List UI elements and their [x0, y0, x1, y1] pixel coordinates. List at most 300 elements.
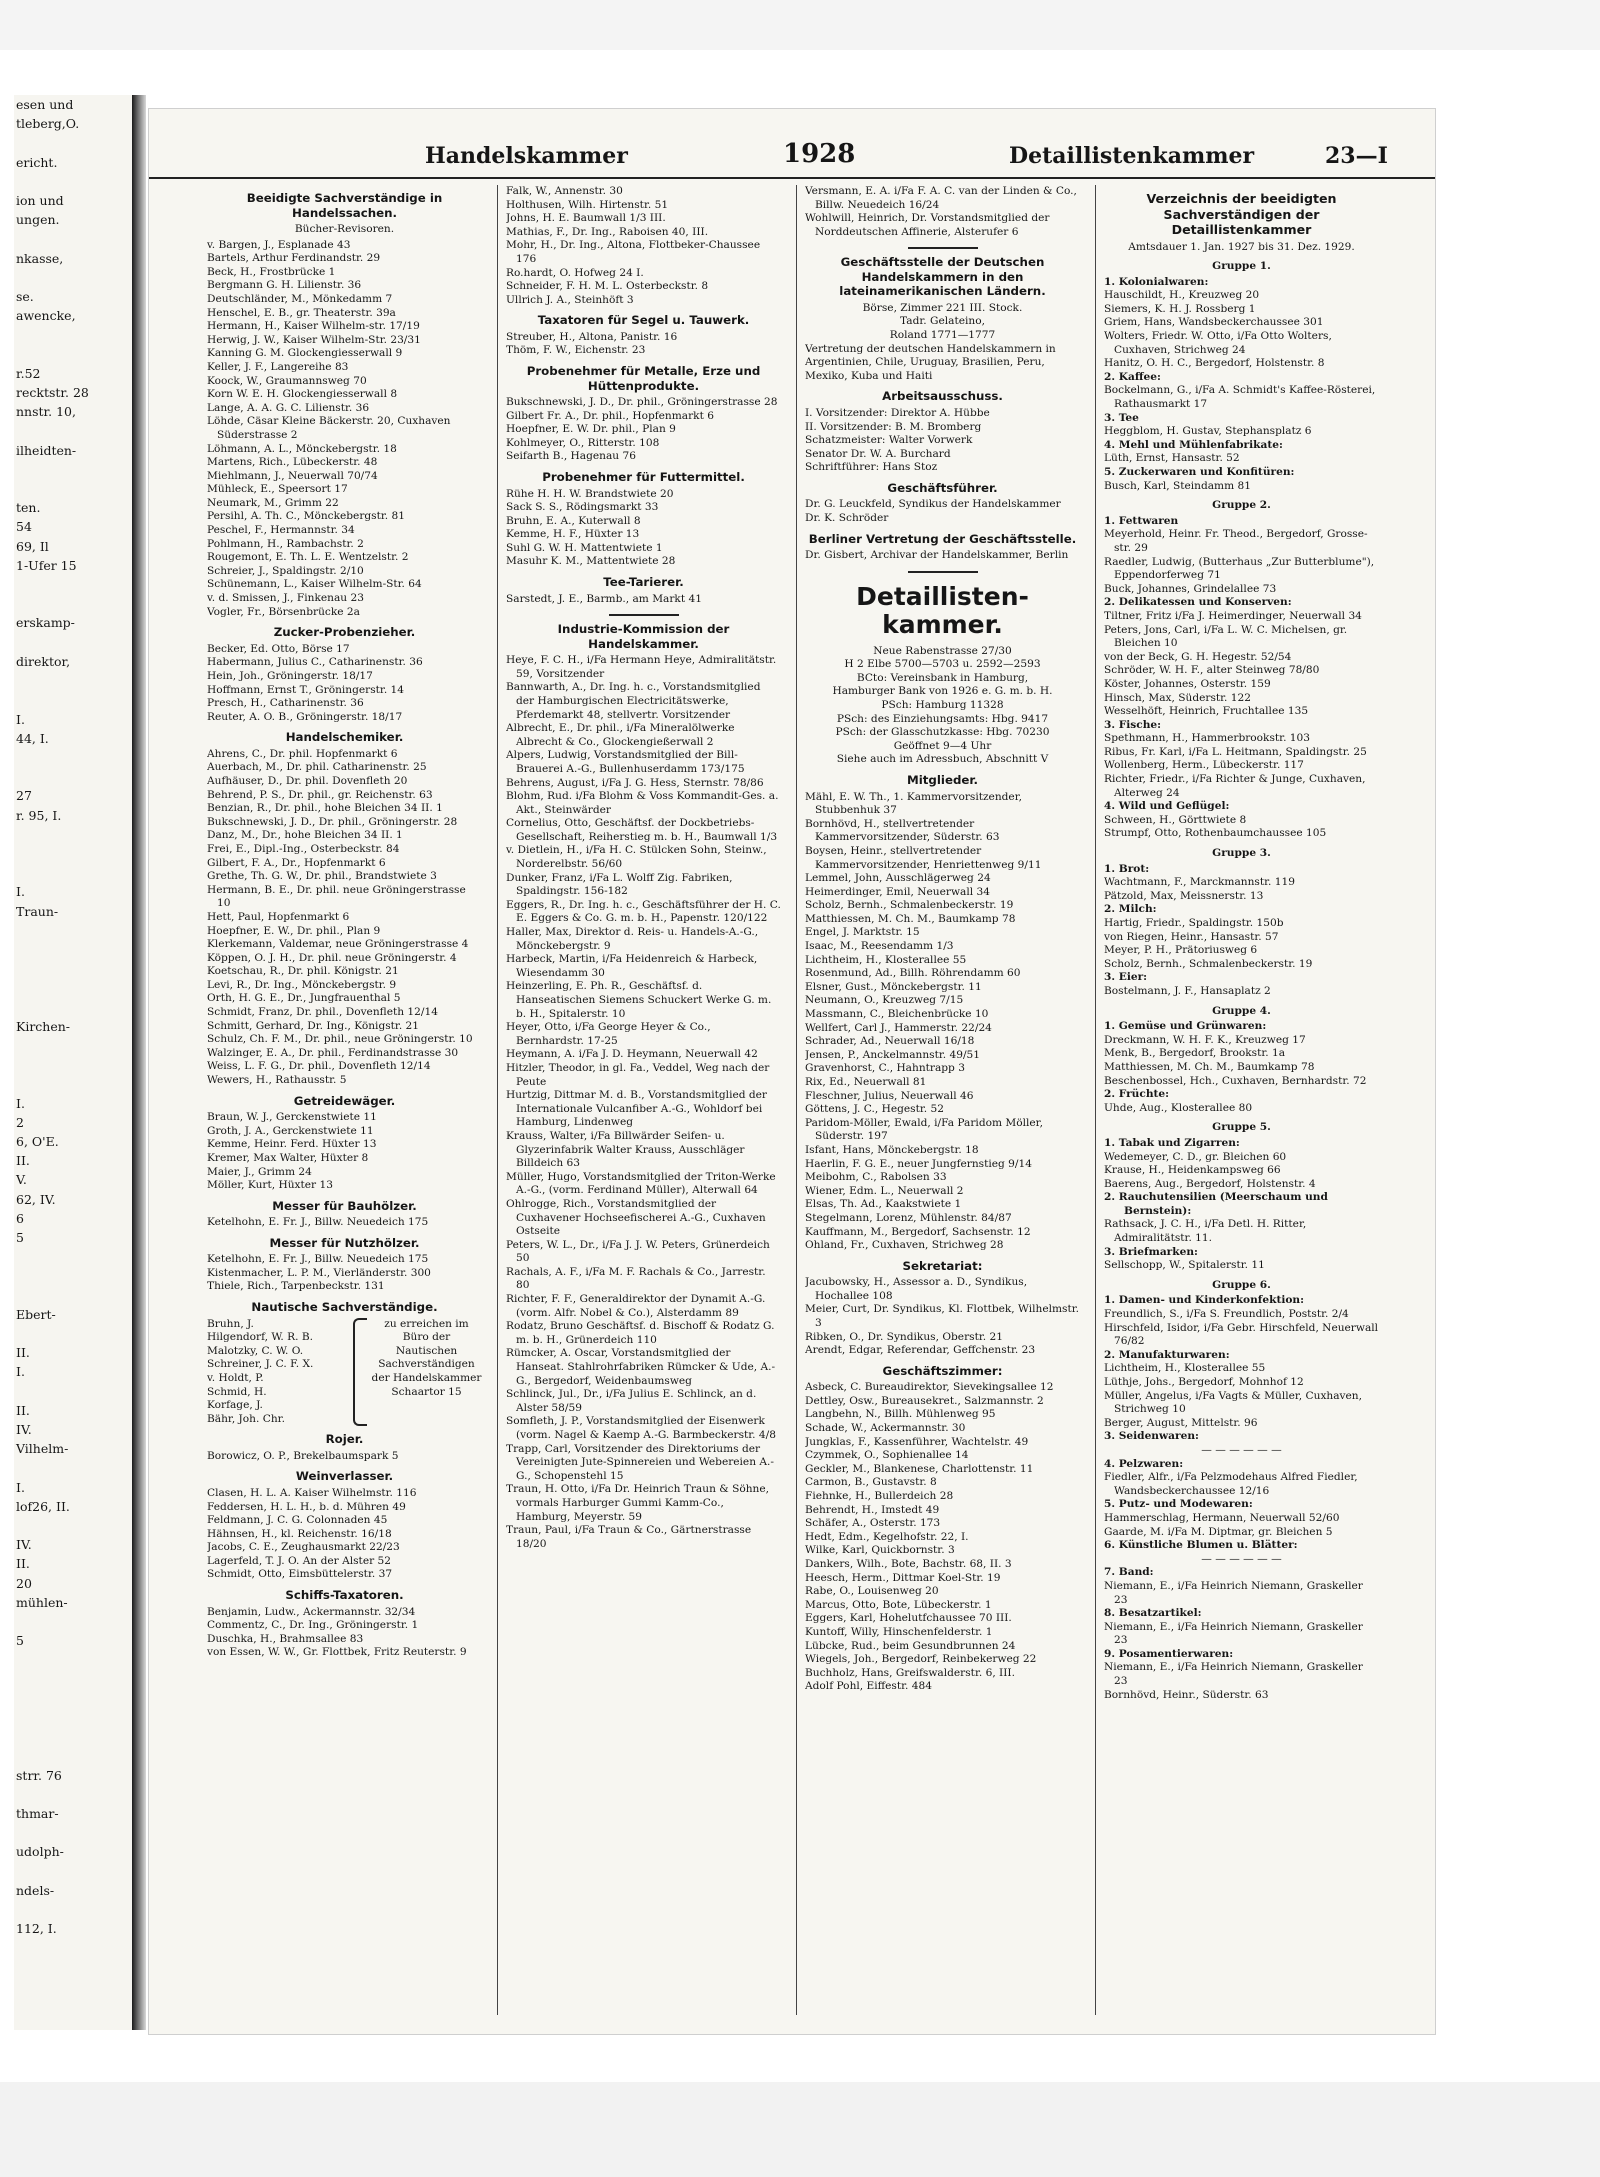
list-item: Blohm, Rud. i/Fa Blohm & Voss Kommandit-Ges. a. Akt., Steinwärder — [506, 790, 779, 816]
category-heading: 5. Putz- und Modewaren: — [1104, 1498, 1253, 1511]
list-item: Masuhr K. M., Mattentwiete 28 — [506, 555, 676, 568]
list-item: Lange, A. A. G. C. Lilienstr. 36 — [207, 401, 370, 414]
list-item: Spethmann, H., Hammerbrookstr. 103 — [1104, 732, 1311, 745]
prev-page-fragment — [14, 1055, 132, 1074]
centered-line: Hamburger Bank von 1926 e. G. m. b. H. — [832, 685, 1053, 698]
list-item: Herwig, J. W., Kaiser Wilhelm-Str. 23/31 — [207, 333, 421, 346]
category-heading: 7. Band: — [1104, 1566, 1154, 1579]
list-item: Walzinger, E. A., Dr. phil., Ferdinandstrasse 30 — [207, 1046, 459, 1059]
list-item: v. Bargen, J., Esplanade 43 — [207, 238, 351, 251]
list-item: Bukschnewski, J. D., Dr. phil., Gröningerstrasse 28 — [506, 396, 778, 409]
list-item: Matthiessen, M. Ch. M., Baumkamp 78 — [805, 912, 1016, 925]
section-heading: Tee-Tarierer. — [603, 575, 684, 590]
list-item: Niemann, E., i/Fa Heinrich Niemann, Graskeller 23 — [1104, 1661, 1363, 1688]
list-item: Martens, Rich., Lübeckerstr. 48 — [207, 456, 378, 469]
list-item: Matthiessen, M. Ch. M., Baumkamp 78 — [1104, 1060, 1315, 1073]
group-heading: Gruppe 5. — [1212, 1121, 1271, 1134]
list-item: Hartig, Friedr., Spaldingstr. 150b — [1104, 917, 1284, 929]
list-item: Schäfer, A., Osterstr. 173 — [805, 1517, 941, 1530]
category-heading: 3. Tee — [1104, 411, 1139, 424]
prev-page-fragment — [14, 1862, 132, 1881]
list-item: Strumpf, Otto, Rothenbaumchaussee 105 — [1104, 827, 1327, 840]
list-item: Rosenmund, Ad., Billh. Röhrendamm 60 — [805, 967, 1021, 980]
list-item: Ketelhohn, E. Fr. J., Billw. Neuedeich 175 — [207, 1216, 429, 1229]
centered-line: Neue Rabenstrasse 27/30 — [873, 644, 1012, 657]
list-item: Dankers, Wilh., Bote, Bachstr. 68, II. 3 — [805, 1558, 1012, 1570]
list-item: Weiss, L. F. G., Dr. phil., Dovenfleth 12/14 — [207, 1060, 431, 1073]
list-item: Braun, W. J., Gerckenstwiete 11 — [207, 1111, 377, 1124]
centered-line: Siehe auch im Adressbuch, Abschnitt V — [836, 753, 1049, 766]
list-item: Alpers, Ludwig, Vorstandsmitglied der Bill-Brauerei A.-G., Bullenhuserdamm 173/175 — [506, 749, 745, 775]
list-item: Hett, Paul, Hopfenmarkt 6 — [207, 910, 350, 923]
centered-line: Roland 1771—1777 — [889, 329, 996, 342]
list-item: Lüthje, Johs., Bergedorf, Mohnhof 12 — [1104, 1376, 1304, 1388]
list-item: Wedemeyer, C. D., gr. Bleichen 60 — [1104, 1150, 1287, 1163]
list-item: Kanning G. M. Glockengiesserwall 9 — [207, 347, 403, 360]
prev-page-fragment: ericht. — [16, 154, 58, 170]
prev-page-fragment — [14, 1727, 132, 1746]
list-item: Kistenmacher, L. P. M., Vierländerstr. 300 — [207, 1266, 431, 1279]
prev-page-fragment: esen und — [16, 97, 74, 112]
prev-page-fragment — [14, 978, 132, 997]
list-item: Ahrens, C., Dr. phil. Hopfenmarkt 6 — [207, 747, 398, 760]
list-item: Lichtheim, H., Klosterallee 55 — [1104, 1362, 1266, 1375]
header-year: 1928 — [783, 139, 856, 169]
section-heading: Probenehmer für Futtermittel. — [542, 470, 745, 484]
list-item: Miehlmann, J., Neuerwall 70/74 — [207, 469, 378, 482]
list-item: Massmann, C., Bleichenbrücke 10 — [805, 1008, 989, 1021]
list-item: Buchholz, Hans, Greifswalderstr. 6, III. — [805, 1666, 1015, 1679]
list-item: Arendt, Edgar, Referendar, Geffchenstr. 23 — [805, 1344, 1036, 1357]
column-4 — [1104, 185, 1379, 2015]
list-item: Langbehn, N., Billh. Mühlenweg 95 — [805, 1408, 996, 1421]
prev-page-fragment — [14, 1785, 132, 1804]
list-item: Hilgendorf, W. R. B. — [207, 1331, 314, 1344]
list-item: Löhmann, A. L., Mönckebergstr. 18 — [207, 442, 397, 455]
prev-page-fragment: ungen. — [16, 212, 60, 228]
list-item: Asbeck, C. Bureaudirektor, Sievekingsallee 12 — [805, 1381, 1054, 1394]
list-item: Boysen, Heinr., stellvertretender Kammervorsitzender, Henriettenweg 9/11 — [805, 844, 1042, 871]
category-heading: 2. Milch: — [1104, 903, 1157, 916]
prev-page-fragment: 54 — [16, 519, 32, 535]
category-heading: 1. Fettwaren — [1104, 514, 1179, 527]
list-item: Reuter, A. O. B., Gröningerstr. 18/17 — [207, 710, 403, 723]
list-item: Kemme, H. F., Hüxter 13 — [506, 528, 640, 541]
category-heading: 2. Früchte: — [1104, 1088, 1170, 1101]
list-item: Kauffmann, M., Bergedorf, Sachsenstr. 12 — [805, 1225, 1031, 1238]
list-item: Geckler, M., Blankenese, Charlottenstr. 11 — [805, 1462, 1034, 1475]
prev-page-fragment — [14, 325, 132, 344]
list-item: Griem, Hans, Wandsbeckerchaussee 301 — [1104, 316, 1324, 329]
list-item: Krauss, Walter, i/Fa Billwärder Seifen- u. Glyzerinfabrik Walter Krauss, Ausschläger Billdeich 63 — [506, 1129, 745, 1170]
list-item: Hurtzig, Dittmar M. d. B., Vorstandsmitglied der Internationale Vulcanfiber A.-G., Wohldorf bei Hamburg, Lindenweg — [506, 1089, 767, 1129]
prev-page-fragment — [14, 1382, 132, 1401]
header-right-title: Detaillistenkammer — [1009, 143, 1255, 169]
group-heading: Gruppe 6. — [1212, 1278, 1271, 1291]
list-item: Heymann, A. i/Fa J. D. Heymann, Neuerwall 42 — [506, 1048, 758, 1061]
list-item: Meibohm, C., Rabolsen 33 — [805, 1171, 947, 1184]
prev-page-fragment: Traun- — [16, 903, 59, 919]
prev-page-fragment: nkasse, — [16, 250, 64, 266]
prev-page-fragment: Ebert- — [16, 1306, 56, 1322]
list-item: Bostelmann, J. F., Hansaplatz 2 — [1104, 984, 1271, 997]
list-item: Meyerhold, Heinr. Fr. Theod., Bergedorf, Grosse-str. 29 — [1104, 528, 1368, 554]
list-item: Peters, W. L., Dr., i/Fa J. J. W. Peters, Grünerdeich 50 — [506, 1238, 770, 1265]
section-heading: Schiffs-Taxatoren. — [285, 1588, 404, 1603]
list-item: Heinzerling, E. Ph. R., Geschäftsf. d. Hanseatischen Siemens Schuckert Werke G. m. b. H., Spitalerstr. 10 — [506, 980, 772, 1020]
section-heading: Geschäftszimmer: — [882, 1363, 1003, 1378]
text-line: Schatzmeister: Walter Vorwerk — [805, 434, 973, 447]
list-item: Suhl G. W. H. Mattentwiete 1 — [506, 541, 663, 554]
list-item: Göttens, J. C., Hegestr. 52 — [805, 1103, 944, 1116]
column-3 — [805, 185, 1080, 2015]
prev-page-fragment: awencke, — [16, 308, 76, 324]
category-heading: 1. Damen- und Kinderkonfektion: — [1104, 1294, 1305, 1307]
list-item: Haerlin, F. G. E., neuer Jungfernstieg 9/14 — [805, 1157, 1032, 1170]
prev-page-fragment: mühlen- — [16, 1594, 68, 1610]
list-item: Schween, H., Görttwiete 8 — [1104, 813, 1247, 826]
section-heading: Geschäftsführer. — [887, 480, 998, 495]
prev-page-fragment — [14, 479, 132, 498]
list-item: Heimerdinger, Emil, Neuerwall 34 — [805, 885, 990, 898]
column-1 — [207, 185, 482, 2015]
prev-page-fragment — [14, 594, 132, 613]
list-item: Isaac, M., Reesendamm 1/3 — [805, 940, 954, 953]
prev-page-fragment — [14, 1324, 132, 1343]
section-heading: Nautische Sachverständige. — [251, 1300, 438, 1315]
prev-page-fragment: 2 — [16, 1114, 24, 1130]
list-item: Fleschner, Julius, Neuerwall 46 — [805, 1089, 974, 1102]
list-item: Ribken, O., Dr. Syndikus, Oberstr. 21 — [805, 1330, 1003, 1343]
list-item: Keller, J. F., Langereihe 83 — [207, 360, 349, 373]
text-line: Dr. G. Leuckfeld, Syndikus der Handelskammer — [805, 498, 1061, 511]
list-item: Schade, W., Ackermannstr. 30 — [805, 1422, 966, 1435]
category-heading: 3. Seidenwaren: — [1104, 1430, 1199, 1443]
prev-page-fragment: ion und — [16, 193, 64, 209]
prev-page-fragment — [14, 229, 132, 248]
prev-page-fragment — [14, 1823, 132, 1842]
prev-page-fragment — [14, 748, 132, 767]
list-item: Bruhn, J. — [207, 1317, 254, 1330]
category-heading: 5. Zuckerwaren und Konfitüren: — [1104, 466, 1295, 478]
list-item: Elsas, Th. Ad., Kaakstwiete 1 — [805, 1198, 962, 1211]
list-item: Heyer, Otto, i/Fa George Heyer & Co., Bernhardstr. 17-25 — [506, 1021, 711, 1047]
prev-page-fragment — [14, 1708, 132, 1727]
list-item: Paridom-Möller, Ewald, i/Fa Paridom Möller, Süderstr. 197 — [805, 1116, 1043, 1143]
section-heading: Industrie-Kommission der Handelskammer. — [557, 622, 730, 651]
list-item: Gravenhorst, C., Hahntrapp 3 — [805, 1062, 965, 1075]
prev-page-fragment: direktor, — [16, 653, 71, 669]
list-item: Ullrich J. A., Steinhöft 3 — [506, 293, 634, 306]
group-heading: Gruppe 2. — [1212, 499, 1271, 512]
prev-page-fragment: strr. 76 — [16, 1767, 62, 1783]
list-item: Thöm, F. W., Eichenstr. 23 — [506, 344, 646, 357]
list-item: Rabe, O., Louisenweg 20 — [805, 1585, 939, 1598]
prev-page-fragment: IV. — [16, 1537, 32, 1553]
section-heading: Handelschemiker. — [285, 730, 404, 745]
list-item: Czymmek, O., Sophienallee 14 — [805, 1449, 969, 1462]
category-heading: 4. Mehl und Mühlenfabrikate: — [1104, 438, 1283, 451]
category-heading: 2. Kaffee: — [1104, 370, 1161, 383]
prev-page-fragment — [14, 690, 132, 709]
list-item: Benzian, R., Dr. phil., hohe Bleichen 34 II. 1 — [207, 802, 443, 815]
prev-page-fragment: II. — [16, 1153, 30, 1169]
column-2 — [506, 185, 781, 2015]
list-item: Holthusen, Wilh. Hirtenstr. 51 — [506, 198, 669, 211]
list-item: Hermann, B. E., Dr. phil. neue Gröningerstrasse 10 — [207, 883, 466, 910]
list-item: Neumark, M., Grimm 22 — [207, 496, 339, 509]
list-item: Scholz, Bernh., Schmalenbeckerstr. 19 — [1104, 957, 1313, 970]
list-item: Rathsack, J. C. H., i/Fa Detl. H. Ritter, Admiralitätstr. 11. — [1104, 1218, 1307, 1245]
prev-page-fragment: 112, I. — [16, 1921, 57, 1937]
previous-page-edge — [14, 95, 134, 2030]
list-item: Levi, R., Dr. Ing., Mönckebergstr. 9 — [207, 978, 397, 991]
section-heading: Beeidigte Sachverständige in Handelssachen. — [246, 191, 443, 220]
prev-page-fragment — [14, 921, 132, 940]
prev-page-fragment: 20 — [16, 1575, 32, 1591]
prev-page-fragment: I. — [16, 1479, 25, 1495]
list-item: Korn W. E. H. Glockengiesserwall 8 — [207, 388, 398, 401]
list-item: Gaarde, M. i/Fa M. Diptmar, gr. Bleichen 5 — [1104, 1525, 1333, 1538]
prev-page-fragment: I. — [16, 1095, 25, 1111]
list-item: Meyer, P. H., Prätoriusweg 6 — [1104, 944, 1258, 957]
list-item: Wellfert, Carl J., Hammerstr. 22/24 — [805, 1021, 992, 1034]
list-item: Auerbach, M., Dr. phil. Catharinenstr. 25 — [207, 761, 427, 774]
list-item: Mühleck, E., Speersort 17 — [207, 483, 348, 496]
prev-page-fragment — [14, 1074, 132, 1093]
list-item: Schmidt, Otto, Eimsbüttelerstr. 37 — [207, 1568, 393, 1581]
group-names — [207, 1318, 347, 1427]
section-heading: Messer für Nutzhölzer. — [269, 1235, 420, 1250]
category-heading: 6. Künstliche Blumen u. Blätter: — [1104, 1539, 1298, 1552]
list-item: Heesch, Herm., Dittmar Koel-Str. 19 — [805, 1571, 1001, 1584]
category-heading: 4. Pelzwaren: — [1104, 1457, 1184, 1470]
section-heading: Berliner Vertretung der Geschäftsstelle. — [808, 531, 1077, 546]
list-item: Hammerschlag, Hermann, Neuerwall 52/60 — [1104, 1511, 1340, 1524]
prev-page-fragment — [14, 1458, 132, 1477]
prev-page-fragment — [14, 345, 132, 364]
centered-line: Tadr. Gelateino, — [900, 315, 985, 328]
list-item: Eggers, Karl, Hohelutfchaussee 70 III. — [805, 1612, 1012, 1625]
section-heading: Zucker-Probenzieher. — [273, 625, 416, 640]
prev-page-fragment — [14, 172, 132, 191]
prev-page-fragment — [14, 1286, 132, 1305]
list-item: Hähnsen, H., kl. Reichenstr. 16/18 — [207, 1527, 392, 1540]
list-item: Elsner, Gust., Mönckebergstr. 11 — [805, 980, 982, 993]
brace-mark — [353, 1318, 367, 1427]
list-item: Hanitz, O. H. C., Bergedorf, Holstenstr. 8 — [1104, 357, 1325, 370]
list-item: Schreier, J., Spaldingstr. 2/10 — [207, 564, 364, 577]
list-item: Müller, Hugo, Vorstandsmitglied der Triton-Werke A.-G., (vorm. Ferdinand Müller), Alterwall 64 — [506, 1170, 776, 1197]
prev-page-fragment: II. — [16, 1402, 30, 1418]
prev-page-fragment: udolph- — [16, 1844, 64, 1860]
prev-page-fragment: tleberg,O. — [16, 116, 80, 132]
list-item: Wollenberg, Herm., Lübeckerstr. 117 — [1104, 759, 1304, 772]
section-separator — [908, 247, 978, 249]
prev-page-fragment — [14, 575, 132, 594]
list-item: Pätzold, Max, Meissnerstr. 13 — [1104, 889, 1264, 902]
list-item: Müller, Angelus, i/Fa Vagts & Müller, Cuxhaven, Strichweg 10 — [1104, 1389, 1362, 1416]
list-item: Pohlmann, H., Rambachstr. 2 — [207, 537, 364, 550]
list-item: Grethe, Th. G. W., Dr. phil., Brandstwiete 3 — [207, 870, 437, 883]
centered-line: Amtsdauer 1. Jan. 1927 bis 31. Dez. 1929. — [1128, 240, 1355, 253]
list-item: Rachals, A. F., i/Fa M. F. Rachals & Co., Jarrestr. 80 — [506, 1265, 766, 1292]
list-item: Streuber, H., Altona, Panistr. 16 — [506, 330, 678, 343]
list-item: Busch, Karl, Steindamm 81 — [1104, 479, 1251, 492]
list-item: Raedler, Ludwig, (Butterhaus „Zur Butterblume"), Eppendorferweg 71 — [1104, 555, 1375, 582]
list-item: Jensen, P., Anckelmannstr. 49/51 — [805, 1048, 981, 1061]
prev-page-fragment: I. — [16, 1364, 25, 1380]
section-separator — [908, 571, 978, 573]
list-item: Traun, H. Otto, i/Fa Dr. Heinrich Traun & Söhne, vormals Harburger Gummi Kamm-Co., Hamburg, Meyerstr. 59 — [506, 1483, 769, 1523]
centered-line: PSch: der Glasschutzkasse: Hbg. 70230 — [835, 726, 1050, 739]
section-heading: Probenehmer für Metalle, Erze und Hüttenprodukte. — [526, 364, 761, 393]
list-item: Mohr, H., Dr. Ing., Altona, Flottbeker-Chaussee 176 — [506, 239, 761, 265]
prev-page-fragment: r.52 — [16, 365, 41, 381]
section-heading: Arbeitsausschuss. — [882, 389, 1003, 404]
prev-page-fragment: recktstr. 28 — [16, 385, 89, 401]
list-item: Trapp, Carl, Vorsitzender des Direktoriums der Vereinigten Jute-Spinnereien und Webereien A.-G., Schopenstehl 15 — [506, 1442, 774, 1482]
list-item: Adolf Pohl, Eiffestr. 484 — [805, 1680, 932, 1693]
list-item: Jacobs, C. E., Zeughausmarkt 22/23 — [207, 1541, 400, 1554]
prev-page-fragment: 6, O'E. — [16, 1133, 59, 1149]
list-item: Aufhäuser, D., Dr. phil. Dovenfleth 20 — [207, 774, 408, 787]
document-page — [148, 108, 1436, 2035]
list-item: Schreiner, J. C. F. X. — [207, 1358, 314, 1371]
group-heading: Gruppe 4. — [1212, 1004, 1271, 1017]
list-item: Dunker, Franz, i/Fa L. Wolff Zig. Fabriken, Spaldingstr. 156-182 — [506, 871, 733, 898]
prev-page-fragment: lof26, II. — [16, 1498, 70, 1514]
list-item: v. d. Smissen, J., Finkenau 23 — [207, 592, 364, 605]
list-item: Bornhövd, Heinr., Süderstr. 63 — [1104, 1688, 1269, 1701]
list-item: Habermann, Julius C., Catharinenstr. 36 — [207, 656, 423, 669]
prev-page-fragment — [14, 1900, 132, 1919]
list-item: Löhde, Cäsar Kleine Bäckerstr. 20, Cuxhaven Süderstrasse 2 — [207, 415, 451, 441]
prev-page-fragment: 5 — [16, 1229, 24, 1245]
list-item: Lagerfeld, T. J. O. An der Alster 52 — [207, 1554, 391, 1567]
prev-page-fragment — [14, 1612, 132, 1631]
list-item: Schmidt, Franz, Dr. phil., Dovenfleth 12/14 — [207, 1006, 438, 1019]
category-heading: 1. Gemüse und Grünwaren: — [1104, 1020, 1267, 1033]
list-item: Schröder, W. H. F., alter Steinweg 78/80 — [1104, 664, 1320, 677]
list-item: Ohland, Fr., Cuxhaven, Strichweg 28 — [805, 1239, 1004, 1252]
list-item: Isfant, Hans, Mönckebergstr. 18 — [805, 1143, 979, 1156]
prev-page-fragment — [14, 133, 132, 152]
list-item: Wilke, Karl, Quickbornstr. 3 — [805, 1544, 955, 1557]
list-item: Lüth, Ernst, Hansastr. 52 — [1104, 452, 1240, 465]
list-item: Frei, E., Dipl.-Ing., Osterbeckstr. 84 — [207, 842, 400, 855]
section-heading: Geschäftsstelle der Deutschen Handelskammern in den lateinamerikanischen Ländern. — [839, 255, 1046, 299]
list-item: Klerkemann, Valdemar, neue Gröningerstrasse 4 — [207, 938, 469, 951]
list-item: Baerens, Aug., Bergedorf, Holstenstr. 4 — [1104, 1177, 1316, 1190]
prev-page-fragment — [14, 844, 132, 863]
centered-line: Börse, Zimmer 221 III. Stock. — [862, 301, 1023, 314]
column-rule — [796, 185, 797, 2015]
header-left-title: Handelskammer — [425, 143, 628, 169]
list-item: Feldmann, J. C. G. Colonnaden 45 — [207, 1514, 388, 1527]
list-item: Jungklas, F., Kassenführer, Wachtelstr. 49 — [805, 1435, 1029, 1448]
list-item: Schünemann, L., Kaiser Wilhelm-Str. 64 — [207, 578, 422, 591]
list-item: Sack S. S., Rödingsmarkt 33 — [506, 501, 659, 514]
prev-page-fragment — [14, 1516, 132, 1535]
group-note: zu erreichen im Büro der Nautischen Sachverständigen der Handelskammer Schaartor 15 — [371, 1317, 482, 1398]
page-header — [149, 137, 1435, 179]
list-item: Rougemont, E. Th. L. E. Wentzelstr. 2 — [207, 551, 409, 564]
category-heading: 3. Fische: — [1104, 718, 1162, 731]
prev-page-fragment: ilheidten- — [16, 442, 77, 458]
list-item: Commentz, C., Dr. Ing., Gröningerstr. 1 — [207, 1619, 419, 1632]
prev-page-fragment — [14, 1670, 132, 1689]
section-heading: Mitglieder. — [906, 773, 979, 788]
prev-page-fragment — [14, 940, 132, 959]
prev-page-fragment — [14, 863, 132, 882]
list-item: Peters, Jons, Carl, i/Fa L. W. C. Michelsen, gr. Bleichen 10 — [1104, 623, 1348, 650]
list-item: Harbeck, Martin, i/Fa Heidenreich & Harbeck, Wiesendamm 30 — [506, 953, 758, 979]
list-item: Uhde, Aug., Klosterallee 80 — [1104, 1101, 1253, 1114]
prev-page-fragment: Vilhelm- — [16, 1441, 69, 1457]
list-item: Jacubowsky, H., Assessor a. D., Syndikus, Hochallee 108 — [805, 1276, 1028, 1302]
list-item: Gilbert Fr. A., Dr. phil., Hopfenmarkt 6 — [506, 409, 714, 422]
list-item: Richter, Friedr., i/Fa Richter & Junge, Cuxhaven, Alterweg 24 — [1104, 773, 1366, 799]
list-item: Buck, Johannes, Grindelallee 73 — [1104, 582, 1277, 595]
prev-page-fragment: 1-Ufer 15 — [16, 557, 77, 573]
category-heading: 3. Eier: — [1104, 971, 1148, 984]
category-heading: 8. Besatzartikel: — [1104, 1607, 1202, 1620]
category-heading: 2. Rauchutensilien (Meerschaum und Bernstein): — [1104, 1191, 1328, 1217]
section-heading: Weinverlasser. — [295, 1469, 394, 1484]
prev-page-fragment: se. — [16, 289, 34, 305]
category-heading: 9. Posamentierwaren: — [1104, 1647, 1234, 1660]
category-heading: 1. Tabak und Zigarren: — [1104, 1136, 1240, 1149]
list-item: v. Dietlein, H., i/Fa H. C. Stülcken Sohn, Steinw., Norderelbstr. 56/60 — [506, 844, 767, 871]
list-item: Danz, M., Dr., hohe Bleichen 34 II. 1 — [207, 829, 403, 842]
column-rule — [497, 185, 498, 2015]
list-item: Persihl, A. Th. C., Mönckebergstr. 81 — [207, 510, 405, 523]
list-item: Koetschau, R., Dr. phil. Königstr. 21 — [207, 965, 399, 978]
list-item: Kemme, Heinr. Ferd. Hüxter 13 — [207, 1138, 377, 1151]
list-item: Deutschländer, M., Mönkedamm 7 — [207, 292, 393, 305]
list-item: Wolters, Friedr. W. Otto, i/Fa Otto Wolters, Cuxhaven, Strichweg 24 — [1104, 330, 1332, 356]
list-item: Kuntoff, Willy, Hinschenfelderstr. 1 — [805, 1625, 993, 1638]
list-item: Cornelius, Otto, Geschäftsf. der Dockbetriebs-Gesellschaft, Reiherstieg m. b. H., Baumwall 1/3 — [506, 817, 778, 843]
list-item: Hauschildt, H., Kreuzweg 20 — [1104, 289, 1260, 302]
prev-page-fragment — [14, 633, 132, 652]
list-item: Lemmel, John, Ausschlägerweg 24 — [805, 872, 991, 885]
list-item: Clasen, H. L. A. Kaiser Wilhelmstr. 116 — [207, 1486, 417, 1499]
list-item: Feddersen, H. L. H., b. d. Mühren 49 — [207, 1500, 406, 1513]
book-gutter — [132, 95, 146, 2030]
list-item: Korfage, J. — [207, 1399, 263, 1412]
section-heading: Sekretariat: — [902, 1258, 983, 1273]
list-item: Niemann, E., i/Fa Heinrich Niemann, Graskeller 23 — [1104, 1620, 1363, 1647]
page-number: 23—I — [1325, 143, 1388, 169]
text-line: Vertretung der deutschen Handelskammern in Argentinien, Chile, Uruguay, Brasilien, Peru, Mexiko, Kuba und Haiti — [805, 342, 1056, 382]
prev-page-fragment — [14, 671, 132, 690]
list-item: Koock, W., Graumannsweg 70 — [207, 374, 367, 387]
prev-page-fragment — [14, 959, 132, 978]
list-item: von der Beck, G. H. Hegestr. 52/54 — [1104, 650, 1292, 663]
list-item: Ketelhohn, E. Fr. J., Billw. Neuedeich 175 — [207, 1253, 429, 1266]
text-line: Schriftführer: Hans Stoz — [805, 461, 938, 474]
prev-page-fragment: erskamp- — [16, 615, 75, 631]
list-item: Bähr, Joh. Chr. — [207, 1412, 285, 1425]
list-item: Heye, F. C. H., i/Fa Hermann Heye, Admiralitätstr. 59, Vorsitzender — [506, 654, 777, 680]
list-item: Freundlich, S., i/Fa S. Freundlich, Poststr. 2/4 — [1104, 1308, 1349, 1321]
group-heading: Gruppe 3. — [1212, 847, 1271, 860]
section-heading: Rojer. — [325, 1432, 364, 1447]
list-item: Orth, H. G. E., Dr., Jungfrauenthal 5 — [207, 992, 401, 1005]
list-item: Albrecht, E., Dr. phil., i/Fa Mineralölwerke Albrecht & Co., Glockengießerwall 2 — [506, 722, 735, 748]
